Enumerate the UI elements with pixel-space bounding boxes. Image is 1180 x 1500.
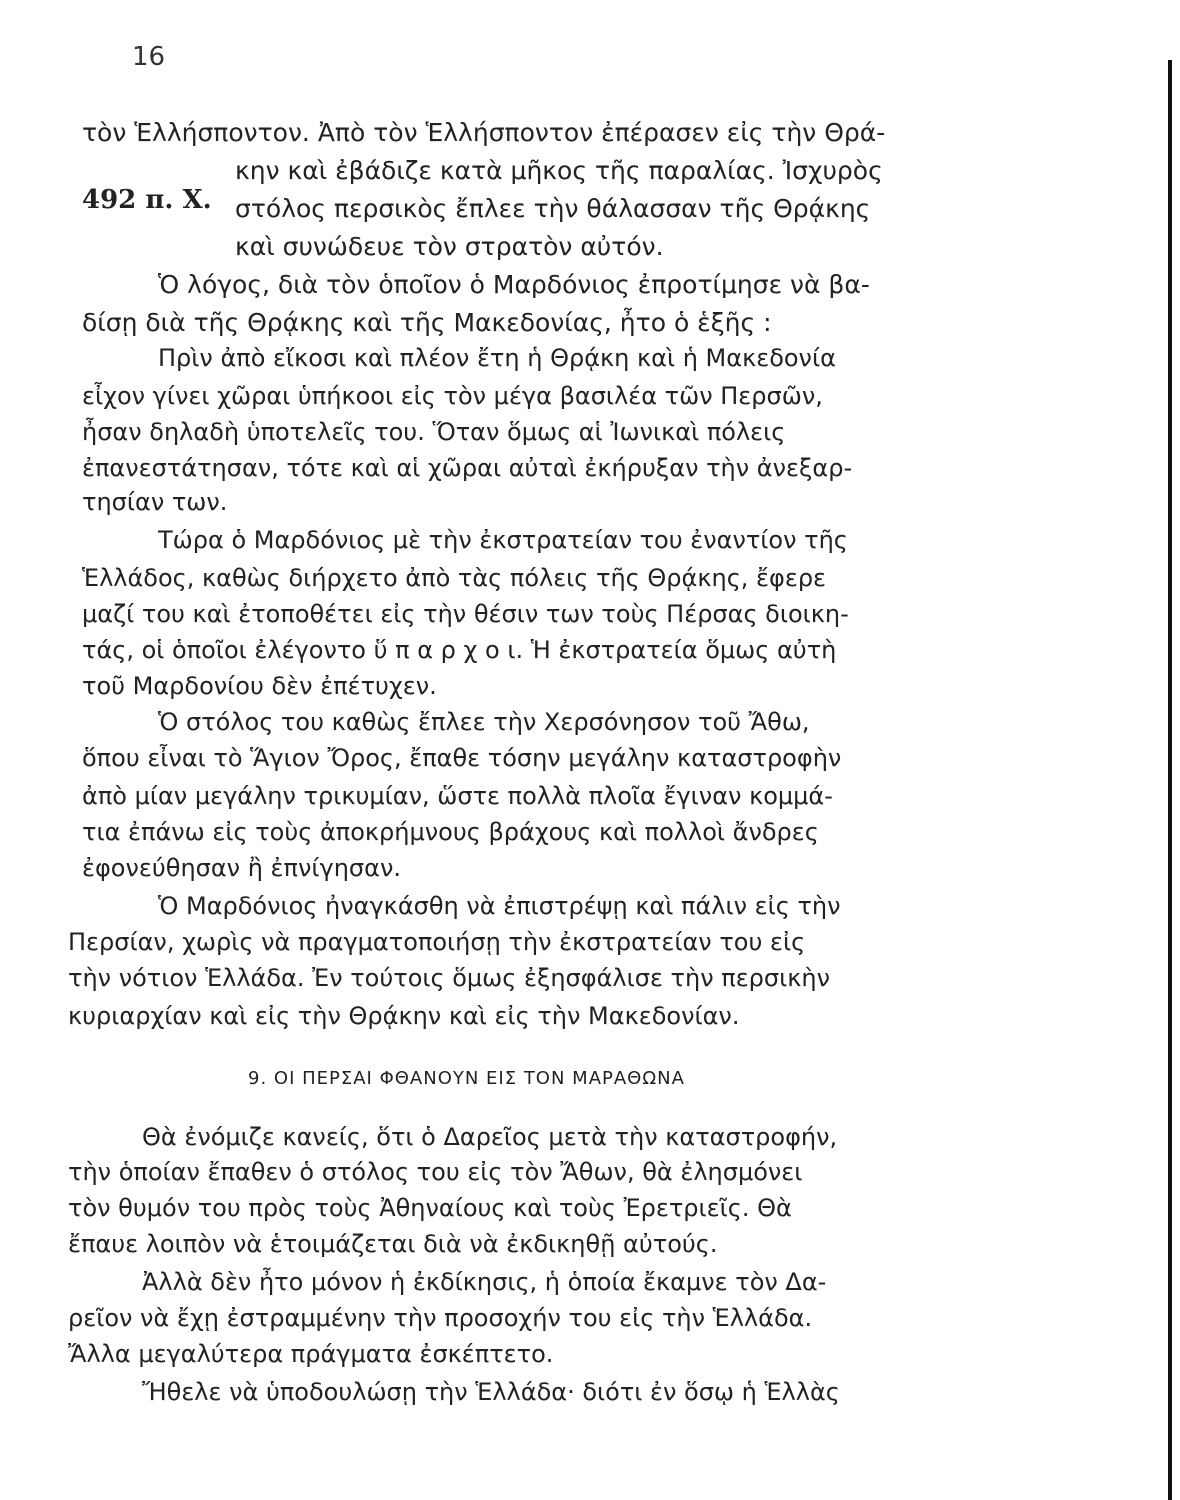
text-line: ἐπανεστάτησαν, τότε καὶ αἱ χῶραι αὐταὶ ἐκήρυξαν τὴν ἀνεξαρ- [82, 454, 853, 482]
text-line: Θὰ ἐνόμιζε κανείς, ὅτι ὁ Δαρεῖος μετὰ τὴν καταστροφήν, [142, 1123, 838, 1151]
section-heading: 9. ΟΙ ΠΕΡΣΑΙ ΦΘΑΝΟΥΝ ΕΙΣ ΤΟΝ ΜΑΡΑΘΩΝΑ [248, 1068, 685, 1089]
text-line: Ἤθελε νὰ ὑποδουλώσῃ τὴν Ἑλλάδα· διότι ἐν ὅσῳ ἡ Ἑλλὰς [142, 1378, 840, 1406]
page-number: 16 [132, 42, 166, 72]
text-line: τησίαν των. [82, 488, 228, 516]
text-line: Πρὶν ἀπὸ εἴκοσι καὶ πλέον ἔτη ἡ Θρᾴκη καὶ ἡ Μακεδονία [158, 344, 836, 372]
text-line: τὴν ὁποίαν ἔπαθεν ὁ στόλος του εἰς τὸν Ἄθων, θὰ ἐλησμόνει [68, 1158, 803, 1186]
text-line: Ἑλλάδος, καθὼς διήρχετο ἀπὸ τὰς πόλεις τῆς Θρᾴκης, ἔφερε [82, 564, 827, 592]
text-line: τάς, οἱ ὁποῖοι ἐλέγοντο ὕ π α ρ χ ο ι. Ἡ ἐκστρατεία ὅμως αὐτὴ [82, 636, 837, 664]
text-line: καὶ συνώδευε τὸν στρατὸν αὐτόν. [235, 232, 664, 261]
text-line: κην καὶ ἐβάδιζε κατὰ μῆκος τῆς παραλίας. Ἰσχυρὸς [235, 156, 883, 185]
text-line: εἶχον γίνει χῶραι ὑπήκοοι εἰς τὸν μέγα βασιλέα τῶν Περσῶν, [82, 382, 823, 410]
text-line: Τώρα ὁ Μαρδόνιος μὲ τὴν ἐκστρατείαν του ἐναντίον τῆς [158, 526, 848, 554]
text-line: Ὁ λόγος, διὰ τὸν ὁποῖον ὁ Μαρδόνιος ἐπροτίμησε νὰ βα- [158, 270, 870, 299]
text-line: ρεῖον νὰ ἔχῃ ἐστραμμένην τὴν προσοχήν του εἰς τὴν Ἑλλάδα. [68, 1304, 813, 1332]
text-line: Ὁ στόλος του καθὼς ἔπλεε τὴν Χερσόνησον τοῦ Ἄθω, [158, 708, 810, 736]
text-line: τὸν Ἑλλήσποντον. Ἀπὸ τὸν Ἑλλήσποντον ἐπέρασεν εἰς τὴν Θρά- [82, 118, 886, 147]
text-line: μαζί του καὶ ἐτοποθέτει εἰς τὴν θέσιν των τοὺς Πέρσας διοικη- [82, 600, 849, 628]
text-line: Περσίαν, χωρὶς νὰ πραγματοποιήσῃ τὴν ἐκστρατείαν του εἰς [68, 928, 806, 956]
text-line: τὸν θυμόν του πρὸς τοὺς Ἀθηναίους καὶ τοὺς Ἐρετριεῖς. Θὰ [68, 1194, 792, 1222]
text-line: Ἄλλα μεγαλύτερα πράγματα ἐσκέπτετο. [68, 1340, 554, 1368]
text-line: τὴν νότιον Ἑλλάδα. Ἐν τούτοις ὅμως ἐξησφάλισε τὴν περσικὴν [68, 964, 830, 992]
text-line: ἔπαυε λοιπὸν νὰ ἑτοιμάζεται διὰ νὰ ἐκδικηθῇ αὐτούς. [68, 1230, 718, 1258]
margin-date-note: 492 π. Χ. [82, 185, 212, 215]
text-line: Ὁ Μαρδόνιος ἠναγκάσθη νὰ ἐπιστρέψῃ καὶ πάλιν εἰς τὴν [158, 892, 841, 920]
text-line: τοῦ Μαρδονίου δὲν ἐπέτυχεν. [82, 672, 437, 700]
text-line: κυριαρχίαν καὶ εἰς τὴν Θρᾴκην καὶ εἰς τὴν Μακεδονίαν. [68, 1002, 740, 1030]
text-line: δίσῃ διὰ τῆς Θρᾴκης καὶ τῆς Μακεδονίας, ἦτο ὁ ἑξῆς : [82, 308, 772, 337]
page-edge-shadow [1168, 60, 1172, 1500]
text-line: ἦσαν δηλαδὴ ὑποτελεῖς του. Ὅταν ὅμως αἱ Ἰωνικαὶ πόλεις [82, 418, 786, 446]
text-line: ἀπὸ μίαν μεγάλην τρικυμίαν, ὥστε πολλὰ πλοῖα ἔγιναν κομμά- [82, 782, 833, 810]
text-line: στόλος περσικὸς ἔπλεε τὴν θάλασσαν τῆς Θρᾴκης [235, 194, 871, 223]
text-line: ἐφονεύθησαν ἢ ἐπνίγησαν. [82, 854, 401, 882]
text-line: ὅπου εἶναι τὸ Ἅγιον Ὄρος, ἔπαθε τόσην μεγάλην καταστροφὴν [82, 744, 842, 772]
text-line: Ἀλλὰ δὲν ἦτο μόνον ἡ ἐκδίκησις, ἡ ὁποία ἔκαμνε τὸν Δα- [142, 1268, 827, 1296]
text-line: τια ἐπάνω εἰς τοὺς ἀποκρήμνους βράχους καὶ πολλοὶ ἄνδρες [82, 818, 819, 846]
